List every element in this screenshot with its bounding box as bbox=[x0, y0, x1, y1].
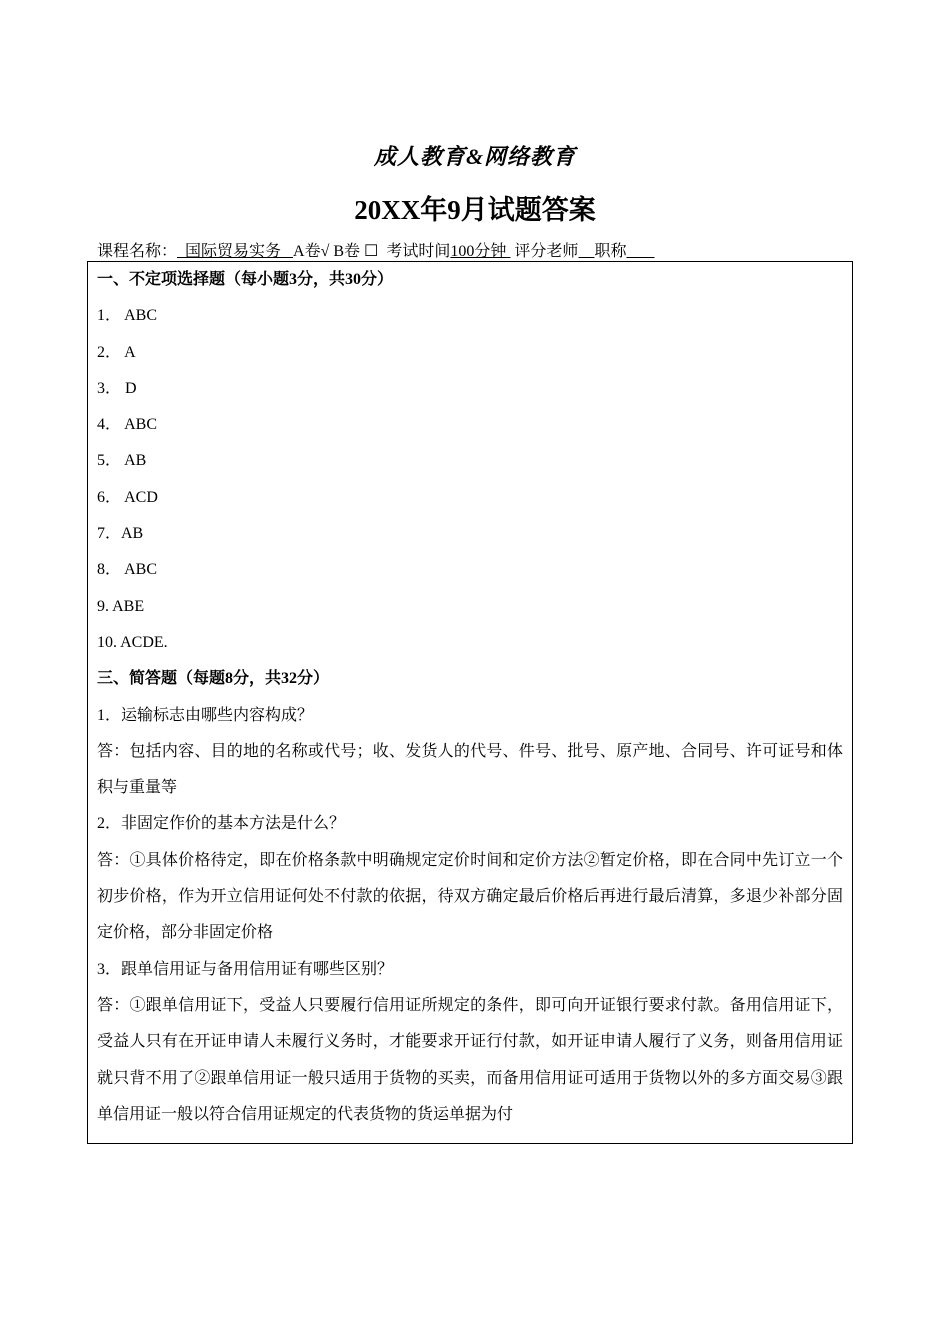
section-heading: 一、不定项选择题（每小题3分，共30分） bbox=[97, 271, 394, 288]
paper-type: A卷√ B卷 ☐ bbox=[293, 243, 379, 260]
answer-text: 答：①跟单信用证下，受益人只要履行信用证所规定的条件，即可向开证银行要求付款。备用信用证下，受益人只有在开证申请人未履行义务时，才能要求开证行付款，如开证申请人履行了义务，则备用信用证就只背不用了②跟单信用证一般只适用于货物的买卖，而备用信用证可适用于货物以外的多方面交易③跟单信用证一般以符合信用证规定的代表货物的货运单据为付 bbox=[97, 996, 843, 1123]
answer-box bbox=[87, 261, 853, 1144]
list-item: 8． ABC bbox=[97, 561, 158, 579]
question-text: 1．运输标志由哪些内容构成？ bbox=[97, 706, 314, 724]
job-title-label: 职称 bbox=[594, 243, 627, 260]
answer-text: 答：①具体价格待定，即在价格条款中明确规定定价时间和定价方法②暂定价格，即在合同中先订立一个初步价格，作为开立信用证何处不付款的依据，待双方确定最后价格后再进行最后清算，多退少补部分固定价格，部分非固定价格 bbox=[97, 851, 843, 942]
organization-title: 成人教育&网络教育 bbox=[373, 144, 577, 169]
list-item: 2． A bbox=[97, 343, 136, 361]
course-label: 课程名称： bbox=[97, 243, 178, 260]
list-item: 1． ABC bbox=[97, 307, 158, 325]
page-title: 20XX年9月试题答案 bbox=[354, 195, 596, 225]
section-heading: 三、简答题（每题8分，共32分） bbox=[97, 670, 330, 688]
list-item: 6． ACD bbox=[97, 488, 158, 506]
course-info-line bbox=[97, 238, 654, 261]
course-name: 国际贸易实务 bbox=[185, 243, 282, 260]
exam-time-value: 100分钟 bbox=[450, 243, 507, 260]
list-item: 7．AB bbox=[97, 525, 144, 543]
grader-label: 评分老师 bbox=[514, 243, 579, 260]
answer-text: 答：包括内容、目的地的名称或代号；收、发货人的代号、件号、批号、原产地、合同号、许可证号和体积与重量等 bbox=[97, 742, 843, 797]
list-item: 9. ABE bbox=[97, 597, 145, 615]
answer-content bbox=[97, 262, 843, 1133]
exam-time-label: 考试时间 bbox=[386, 243, 451, 260]
list-item: 3． D bbox=[97, 379, 137, 397]
list-item: 5． AB bbox=[97, 452, 147, 470]
question-text: 2．非固定作价的基本方法是什么？ bbox=[97, 815, 346, 833]
list-item: 10. ACDE. bbox=[97, 633, 168, 651]
question-text: 3．跟单信用证与备用信用证有哪些区别？ bbox=[97, 960, 394, 978]
list-item: 4． ABC bbox=[97, 416, 158, 434]
